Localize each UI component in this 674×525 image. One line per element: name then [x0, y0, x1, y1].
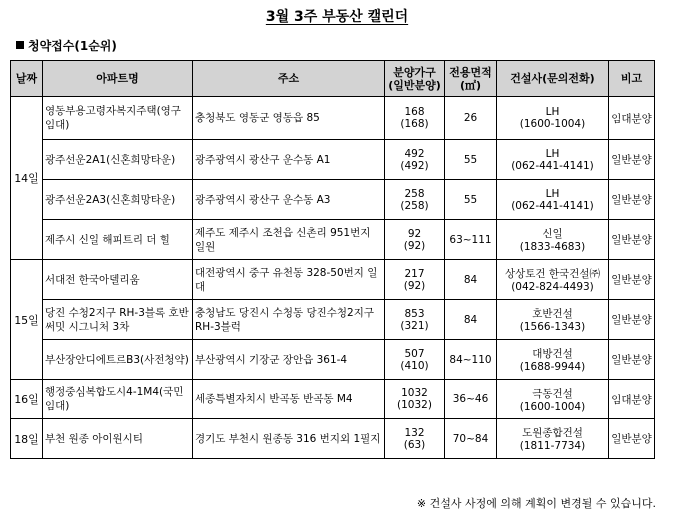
note: 일반분양	[609, 260, 655, 300]
units-total: 1032	[401, 387, 428, 399]
header-address: 주소	[193, 61, 385, 97]
units-general: (258)	[400, 199, 429, 212]
header-area	[445, 61, 497, 97]
builder-phone: (1566-1343)	[519, 321, 586, 333]
units-general: (492)	[400, 159, 429, 172]
note: 일반분양	[609, 300, 655, 340]
address: 부산광역시 기장군 장안읍 361-4	[193, 340, 385, 380]
builder-name: LH	[545, 106, 560, 118]
footnote: ※ 건설사 사정에 의해 계획이 변경될 수 있습니다.	[416, 497, 656, 510]
date-cell: 15일	[11, 260, 43, 380]
units-cell	[385, 140, 445, 180]
builder-cell	[497, 380, 609, 419]
area: 63~111	[445, 220, 497, 260]
address: 충청남도 당진시 수청동 당진수청2지구 RH-3블럭	[193, 300, 385, 340]
apartment-name: 부산장안디에트르B3(사전청약)	[43, 340, 193, 380]
builder-cell	[497, 419, 609, 459]
address: 충청북도 영동군 영동읍 85	[193, 97, 385, 140]
address: 대전광역시 중구 유천동 328-50번지 일대	[193, 260, 385, 300]
header-units-sub: (일반분양)	[388, 78, 441, 92]
units-cell	[385, 340, 445, 380]
apartment-name: 행정중심복합도시4-1M4(국민임대)	[43, 380, 193, 419]
header-area-line1: 전용	[449, 65, 471, 79]
table-row	[11, 260, 655, 300]
builder-phone: (062-441-4141)	[511, 199, 594, 212]
note: 일반분양	[609, 340, 655, 380]
builder-cell	[497, 300, 609, 340]
table-row	[11, 220, 655, 260]
header-note: 비고	[609, 61, 655, 97]
note: 일반분양	[609, 419, 655, 459]
header-apartment: 아파트명	[43, 61, 193, 97]
units-cell	[385, 300, 445, 340]
header-date: 날짜	[11, 61, 43, 97]
builder-phone: (062-441-4141)	[511, 159, 594, 172]
units-general: (92)	[403, 239, 426, 252]
builder-name: LH	[545, 147, 560, 160]
units-total: 492	[404, 147, 425, 160]
units-general: (92)	[403, 279, 426, 292]
builder-name: 호반건설	[532, 308, 573, 320]
note: 일반분양	[609, 140, 655, 180]
header-area-line2: 면적	[470, 65, 492, 79]
units-cell	[385, 419, 445, 459]
table-row	[11, 300, 655, 340]
units-general: (63)	[403, 438, 426, 451]
builder-cell	[497, 260, 609, 300]
area: 84~110	[445, 340, 497, 380]
date-cell: 16일	[11, 380, 43, 419]
address: 광주광역시 광산구 운수동 A3	[193, 180, 385, 220]
builder-cell	[497, 220, 609, 260]
table-row	[11, 340, 655, 380]
section-heading	[16, 37, 117, 54]
builder-phone: (1688-9944)	[519, 361, 586, 373]
note: 일반분양	[609, 220, 655, 260]
units-cell	[385, 97, 445, 140]
header-builder-main: 건설사	[510, 72, 543, 85]
builder-name: 신일	[542, 228, 563, 240]
builder-phone: (1811-7734)	[519, 440, 586, 452]
address: 광주광역시 광산구 운수동 A1	[193, 140, 385, 180]
table-row	[11, 140, 655, 180]
apartment-name: 제주시 신일 해피트리 더 힐	[43, 220, 193, 260]
builder-cell	[497, 140, 609, 180]
header-area-unit: (㎡)	[459, 78, 482, 92]
builder-name: LH	[545, 187, 560, 200]
units-cell	[385, 180, 445, 220]
table-row	[11, 380, 655, 419]
units-general: (410)	[400, 359, 429, 372]
apartment-name: 부천 원종 아이원시티	[43, 419, 193, 459]
calendar-table	[10, 60, 655, 459]
area: 36~46	[445, 380, 497, 419]
units-total: 853	[404, 307, 425, 320]
units-cell	[385, 380, 445, 419]
builder-name: 대방건설	[532, 348, 573, 360]
units-cell	[385, 260, 445, 300]
units-general: (321)	[400, 319, 429, 332]
units-total: 132	[404, 426, 425, 439]
apartment-name: 광주선운2A3(신혼희망타운)	[43, 180, 193, 220]
area: 84	[445, 300, 497, 340]
units-general: (1032)	[397, 399, 432, 411]
units-total: 168	[404, 106, 425, 118]
apartment-name: 서대전 한국아델리움	[43, 260, 193, 300]
apartment-name: 당진 수청2지구 RH-3블록 호반써밋 시그니처 3차	[43, 300, 193, 340]
builder-phone: (1833-4683)	[519, 241, 586, 253]
header-units	[385, 61, 445, 97]
builder-phone: (1600-1004)	[519, 400, 586, 413]
square-bullet-icon	[16, 41, 24, 49]
header-units-main: 분양가구	[393, 65, 436, 79]
units-total: 507	[404, 347, 425, 360]
address: 제주도 제주시 조천읍 신촌리 951번지 일원	[193, 220, 385, 260]
apartment-name: 영동부용고령자복지주택(영구임대)	[43, 97, 193, 140]
builder-name: 극동건설	[532, 387, 573, 400]
units-general: (168)	[400, 118, 429, 130]
header-builder	[497, 61, 609, 97]
apartment-name: 광주선운2A1(신혼희망타운)	[43, 140, 193, 180]
builder-cell	[497, 340, 609, 380]
table-row	[11, 180, 655, 220]
units-total: 217	[404, 267, 425, 280]
table-row	[11, 419, 655, 459]
area: 70~84	[445, 419, 497, 459]
builder-phone: (042-824-4493)	[511, 281, 594, 293]
table-row	[11, 97, 655, 140]
builder-name: 도원종합건설	[522, 427, 583, 439]
address: 경기도 부천시 원종동 316 번지외 1필지	[193, 419, 385, 459]
builder-cell	[497, 180, 609, 220]
area: 84	[445, 260, 497, 300]
units-cell	[385, 220, 445, 260]
builder-name: 상상토건 한국건설㈜	[505, 268, 600, 280]
page-title: 3월 3주 부동산 캘린더	[265, 9, 409, 25]
area: 26	[445, 97, 497, 140]
date-cell: 18일	[11, 419, 43, 459]
address: 세종특별자치시 반곡동 반곡동 M4	[193, 380, 385, 419]
note: 임대분양	[609, 97, 655, 140]
date-cell: 14일	[11, 97, 43, 260]
header-builder-sub: (문의전화)	[542, 72, 595, 85]
builder-phone: (1600-1004)	[519, 118, 586, 130]
note: 일반분양	[609, 180, 655, 220]
area: 55	[445, 180, 497, 220]
section-label: 청약접수(1순위)	[28, 39, 117, 53]
header-row	[11, 61, 655, 97]
area: 55	[445, 140, 497, 180]
note: 임대분양	[609, 380, 655, 419]
units-total: 92	[407, 227, 422, 240]
builder-cell	[497, 97, 609, 140]
units-total: 258	[404, 187, 425, 200]
